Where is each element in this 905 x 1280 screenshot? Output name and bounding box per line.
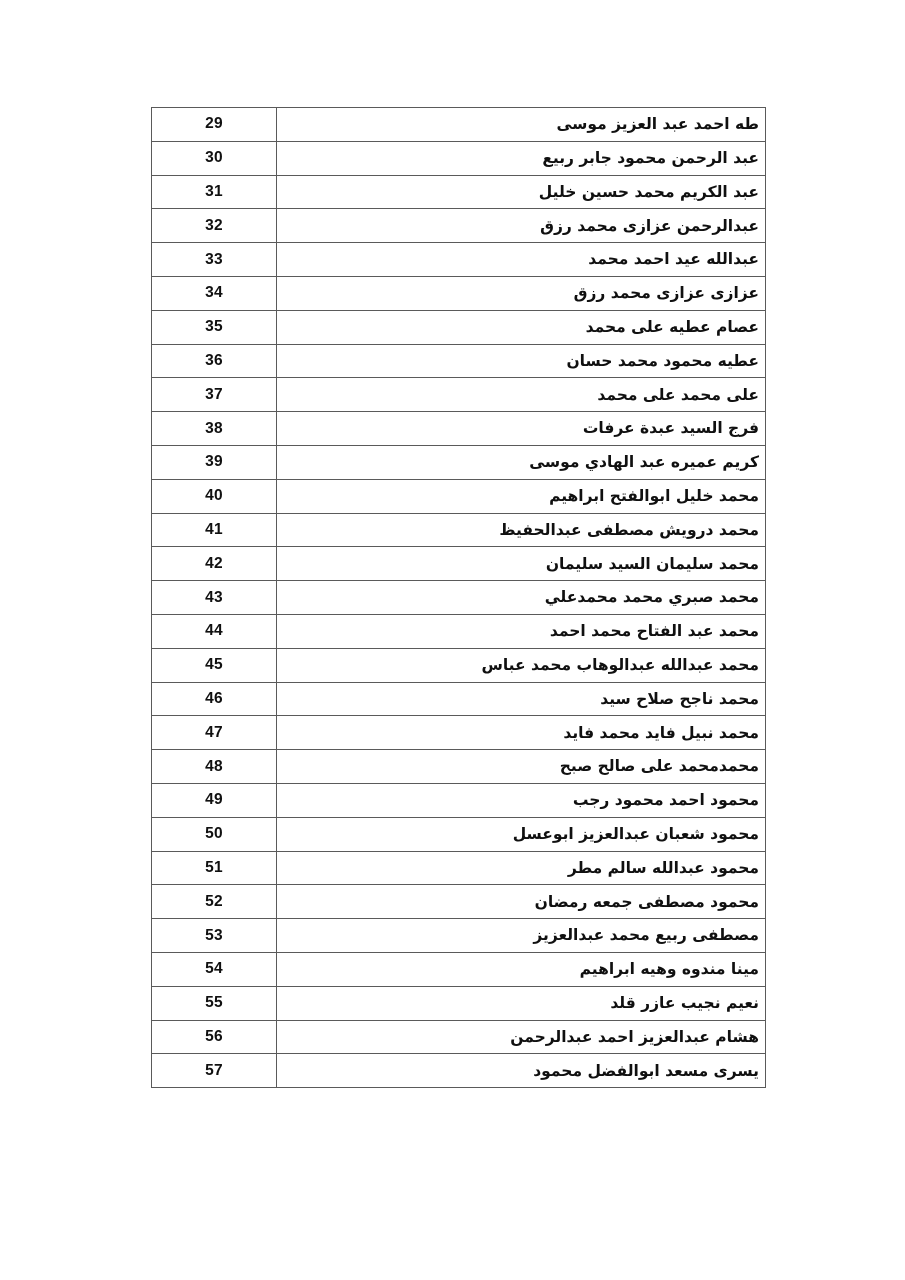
cell-number: 49 (152, 783, 277, 817)
cell-name: محمدمحمد على صالح صبح (277, 750, 766, 784)
cell-name: عبدالرحمن عزازى محمد رزق (277, 209, 766, 243)
cell-name: محمود مصطفى جمعه رمضان (277, 885, 766, 919)
cell-name: محمد سليمان السيد سليمان (277, 547, 766, 581)
cell-number: 40 (152, 479, 277, 513)
table-row (152, 209, 766, 243)
table-row (152, 614, 766, 648)
cell-number: 52 (152, 885, 277, 919)
table-row (152, 817, 766, 851)
cell-number: 42 (152, 547, 277, 581)
cell-number: 47 (152, 716, 277, 750)
cell-name: كريم عميره عبد الهادي موسى (277, 445, 766, 479)
cell-number: 48 (152, 750, 277, 784)
table-row (152, 310, 766, 344)
cell-name: عبدالله عيد احمد محمد (277, 243, 766, 277)
table-row (152, 716, 766, 750)
cell-number: 44 (152, 614, 277, 648)
cell-name: محمد ناجح صلاح سيد (277, 682, 766, 716)
cell-name: عصام عطيه على محمد (277, 310, 766, 344)
cell-number: 53 (152, 919, 277, 953)
cell-number: 30 (152, 141, 277, 175)
table-row (152, 986, 766, 1020)
cell-name: محمد عبد الفتاح محمد احمد (277, 614, 766, 648)
cell-number: 31 (152, 175, 277, 209)
cell-name: مينا مندوه وهيه ابراهيم (277, 952, 766, 986)
cell-name: مصطفى ربيع محمد عبدالعزيز (277, 919, 766, 953)
cell-name: محمد صبري محمد محمدعلي (277, 581, 766, 615)
cell-name: طه احمد عبد العزيز موسى (277, 108, 766, 142)
table-row (152, 378, 766, 412)
table-row (152, 243, 766, 277)
cell-name: نعيم نجيب عازر قلد (277, 986, 766, 1020)
table-row (152, 479, 766, 513)
cell-number: 50 (152, 817, 277, 851)
table-row (152, 344, 766, 378)
table-row (152, 682, 766, 716)
table-row (152, 952, 766, 986)
table-row (152, 919, 766, 953)
cell-name: محمود شعبان عبدالعزيز ابوعسل (277, 817, 766, 851)
table-row (152, 648, 766, 682)
cell-number: 57 (152, 1054, 277, 1088)
cell-number: 35 (152, 310, 277, 344)
cell-name: عزازى عزازى محمد رزق (277, 276, 766, 310)
cell-name: محمود عبدالله سالم مطر (277, 851, 766, 885)
cell-name: عبد الرحمن محمود جابر ربيع (277, 141, 766, 175)
cell-number: 33 (152, 243, 277, 277)
table-row (152, 1020, 766, 1054)
cell-name: هشام عبدالعزيز احمد عبدالرحمن (277, 1020, 766, 1054)
cell-number: 36 (152, 344, 277, 378)
table-body (152, 108, 766, 1088)
cell-number: 38 (152, 412, 277, 446)
cell-number: 34 (152, 276, 277, 310)
table-row (152, 1054, 766, 1088)
table-row (152, 141, 766, 175)
table-row (152, 445, 766, 479)
table-row (152, 276, 766, 310)
cell-number: 51 (152, 851, 277, 885)
cell-number: 39 (152, 445, 277, 479)
cell-name: عبد الكريم محمد حسين خليل (277, 175, 766, 209)
cell-name: يسرى مسعد ابوالفضل محمود (277, 1054, 766, 1088)
cell-number: 43 (152, 581, 277, 615)
table-row (152, 513, 766, 547)
table-row (152, 412, 766, 446)
table-row (152, 885, 766, 919)
cell-number: 54 (152, 952, 277, 986)
cell-name: محمود احمد محمود رجب (277, 783, 766, 817)
cell-name: فرج السيد عبدة عرفات (277, 412, 766, 446)
table-row (152, 851, 766, 885)
table-row (152, 175, 766, 209)
cell-name: عطيه محمود محمد حسان (277, 344, 766, 378)
cell-name: على محمد على محمد (277, 378, 766, 412)
cell-name: محمد عبدالله عبدالوهاب محمد عباس (277, 648, 766, 682)
cell-name: محمد نبيل فايد محمد فايد (277, 716, 766, 750)
cell-number: 46 (152, 682, 277, 716)
cell-number: 56 (152, 1020, 277, 1054)
table-row (152, 783, 766, 817)
cell-number: 45 (152, 648, 277, 682)
table-row (152, 581, 766, 615)
cell-number: 29 (152, 108, 277, 142)
cell-number: 37 (152, 378, 277, 412)
cell-number: 32 (152, 209, 277, 243)
table-row (152, 108, 766, 142)
cell-name: محمد درويش مصطفى عبدالحفيظ (277, 513, 766, 547)
table-row (152, 547, 766, 581)
cell-number: 55 (152, 986, 277, 1020)
cell-number: 41 (152, 513, 277, 547)
name-number-table (151, 107, 766, 1088)
cell-name: محمد خليل ابوالفتح ابراهيم (277, 479, 766, 513)
name-list-table-container (152, 107, 766, 1088)
table-row (152, 750, 766, 784)
